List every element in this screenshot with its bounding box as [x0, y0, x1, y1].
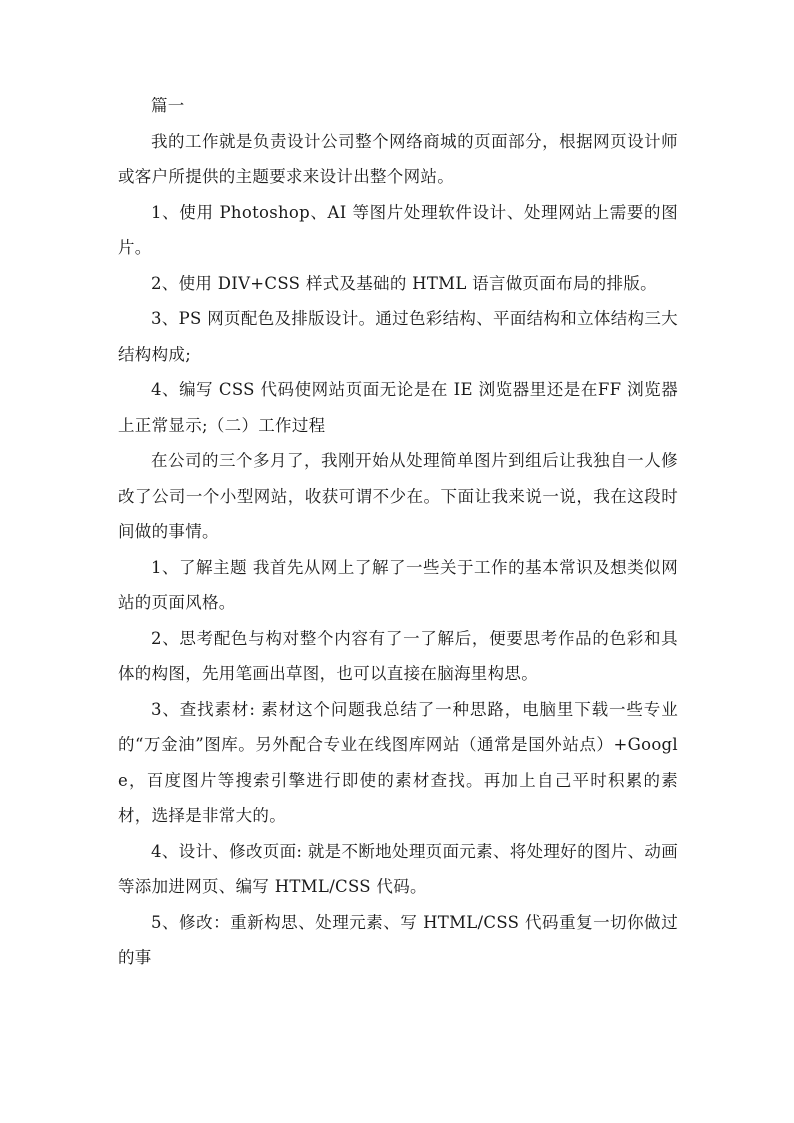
- paragraph-process-intro: 在公司的三个多月了，我刚开始从处理简单图片到组后让我独自一人修改了公司一个小型网站，收获可谓不少在。下面让我来说一说，我在这段时间做的事情。: [118, 451, 678, 541]
- paragraph-step-1: 1、了解主题 我首先从网上了解了一些关于工作的基本常识及想类似网站的页面风格。: [118, 557, 678, 612]
- paragraph-step-2: 2、思考配色与构对整个内容有了一了解后，便要思考作品的色彩和具体的构图，先用笔画出草图，也可以直接在脑海里构思。: [118, 628, 678, 683]
- paragraph-item-4: 4、编写 CSS 代码使网站页面无论是在 IE 浏览器里还是在FF 浏览器上正常显示;（二）工作过程: [118, 380, 678, 435]
- document-title: 篇一: [151, 96, 185, 115]
- paragraph-step-3: 3、查找素材: 素材这个问题我总结了一种思路，电脑里下载一些专业的“万金油”图库。另外配合专业在线图库网站（通常是国外站点）+Google，百度图片等搜索引擎进行即使的素材查找。再加上自己平时积累的素材，选择是非常大的。: [118, 699, 678, 825]
- paragraph-item-1: 1、使用 Photoshop、AI 等图片处理软件设计、处理网站上需要的图片。: [118, 202, 678, 257]
- paragraph-step-4: 4、设计、修改页面: 就是不断地处理页面元素、将处理好的图片、动画等添加进网页、编写 HTML/CSS 代码。: [118, 841, 678, 896]
- paragraph-step-5: 5、修改：重新构思、处理元素、写 HTML/CSS 代码重复一切你做过的事: [118, 912, 678, 967]
- paragraph-item-3: 3、PS 网页配色及排版设计。通过色彩结构、平面结构和立体结构三大结构构成;: [118, 309, 678, 364]
- paragraph-item-2: 2、使用 DIV+CSS 样式及基础的 HTML 语言做页面布局的排版。: [151, 273, 657, 293]
- paragraph-intro: 我的工作就是负责设计公司整个网络商城的页面部分，根据网页设计师或客户所提供的主题要求来设计出整个网站。: [118, 131, 678, 186]
- document-body: [118, 88, 678, 976]
